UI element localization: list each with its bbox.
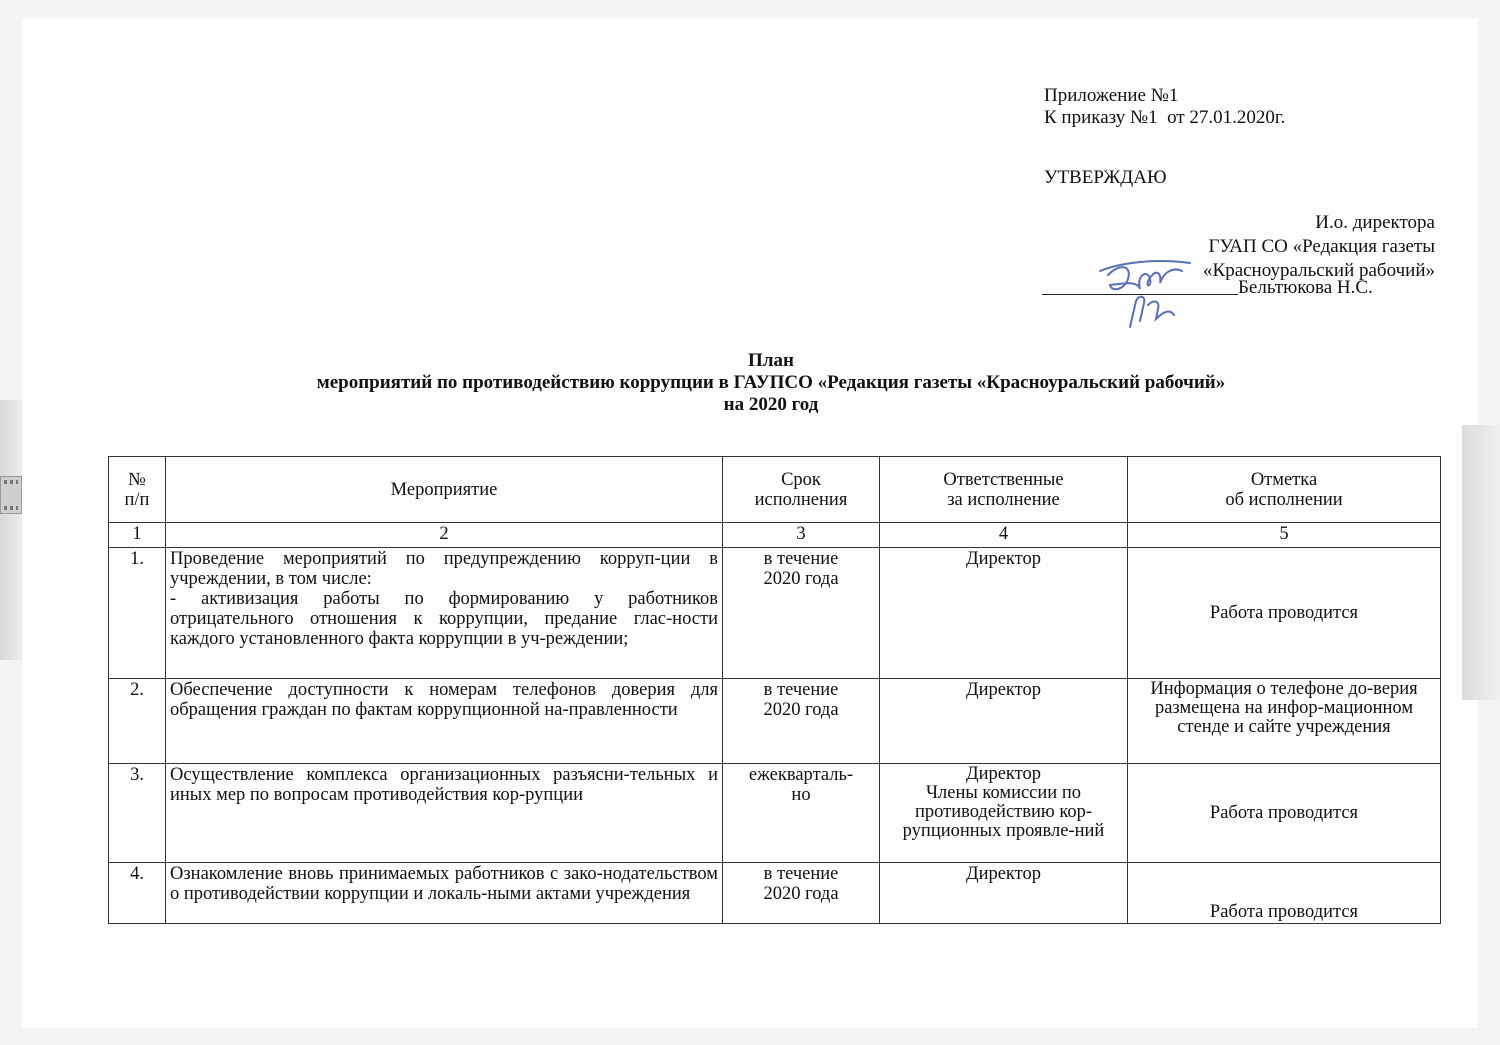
scan-edge-right	[1462, 425, 1500, 700]
header-event: Мероприятие	[166, 457, 723, 523]
column-number: 5	[1128, 523, 1441, 548]
column-number: 3	[723, 523, 880, 548]
header-responsible: Ответственные за исполнение	[880, 457, 1128, 523]
row-mark: Информация о телефоне до-верия размещена на инфор-мационном стенде и сайте учреждения	[1128, 679, 1441, 764]
row-responsible: Директор	[880, 863, 1128, 924]
column-number: 4	[880, 523, 1128, 548]
row-responsible: Директор	[880, 679, 1128, 764]
table-row	[109, 764, 1441, 863]
approver-name: Бельтюкова Н.С.	[1238, 277, 1373, 298]
plan-table	[108, 456, 1441, 924]
row-mark: Работа проводится	[1128, 764, 1441, 863]
appendix-line-2: К приказу №1 от 27.01.2020г.	[1044, 107, 1286, 128]
scan-edge-left	[0, 400, 22, 660]
approver-position: И.о. директора	[1315, 212, 1435, 233]
row-event-line: - активизация работы по формированию у работников отрицательного отношения к коррупции, предание глас-ности каждого установленного факта коррупции в уч-реждении;	[170, 589, 718, 649]
header-mark: Отметка об исполнении	[1128, 457, 1441, 523]
row-deadline: в течение 2020 года	[723, 679, 880, 764]
approver-block	[1203, 211, 1435, 283]
table-header-row	[109, 457, 1441, 523]
appendix-note	[1044, 85, 1285, 129]
row-event-line: Проведение мероприятий по предупреждению корруп-ции в учреждении, в том числе:	[170, 549, 718, 589]
row-num: 3.	[109, 764, 166, 863]
title-line-2: мероприятий по противодействию коррупции в ГАУПСО «Редакция газеты «Красноуральский рабочий»	[316, 372, 1226, 393]
row-responsible: Директор Члены комиссии по противодействию кор-рупционных проявле-ний	[880, 764, 1128, 863]
title-line-1: План	[748, 350, 794, 371]
film-strip-icon	[0, 476, 22, 514]
approver-org-line-1: ГУАП СО «Редакция газеты	[1208, 236, 1435, 257]
approver-org-line-2: «Красноуральский рабочий»	[1203, 260, 1435, 281]
row-event: Осуществление комплекса организационных разъясни-тельных и иных мер по вопросам противодействия кор-рупции	[166, 764, 723, 863]
row-num: 1.	[109, 548, 166, 679]
header-num: № п/п	[109, 457, 166, 523]
row-deadline: в течение 2020 года	[723, 548, 880, 679]
row-num: 2.	[109, 679, 166, 764]
title-line-3: на 2020 год	[723, 394, 819, 415]
table-row	[109, 679, 1441, 764]
row-deadline: в течение 2020 года	[723, 863, 880, 924]
table-row	[109, 863, 1441, 924]
column-number: 2	[166, 523, 723, 548]
row-responsible: Директор	[880, 548, 1128, 679]
row-num: 4.	[109, 863, 166, 924]
column-number: 1	[109, 523, 166, 548]
appendix-line-1: Приложение №1	[1044, 85, 1179, 106]
row-event	[166, 548, 723, 679]
approve-label: УТВЕРЖДАЮ	[1044, 167, 1167, 188]
row-event: Обеспечение доступности к номерам телефонов доверия для обращения граждан по фактам коррупционной на-правленности	[166, 679, 723, 764]
handwritten-signature	[1090, 245, 1200, 335]
row-mark: Работа проводится	[1128, 863, 1441, 924]
row-mark: Работа проводится	[1128, 548, 1441, 679]
header-deadline: Срок исполнения	[723, 457, 880, 523]
column-number-row	[109, 523, 1441, 548]
row-deadline: ежекварталь- но	[723, 764, 880, 863]
table-row	[109, 548, 1441, 679]
document-title	[100, 350, 1442, 416]
row-event: Ознакомление вновь принимаемых работников с зако-нодательством о противодействии коррупции и локаль-ными актами учреждения	[166, 863, 723, 924]
